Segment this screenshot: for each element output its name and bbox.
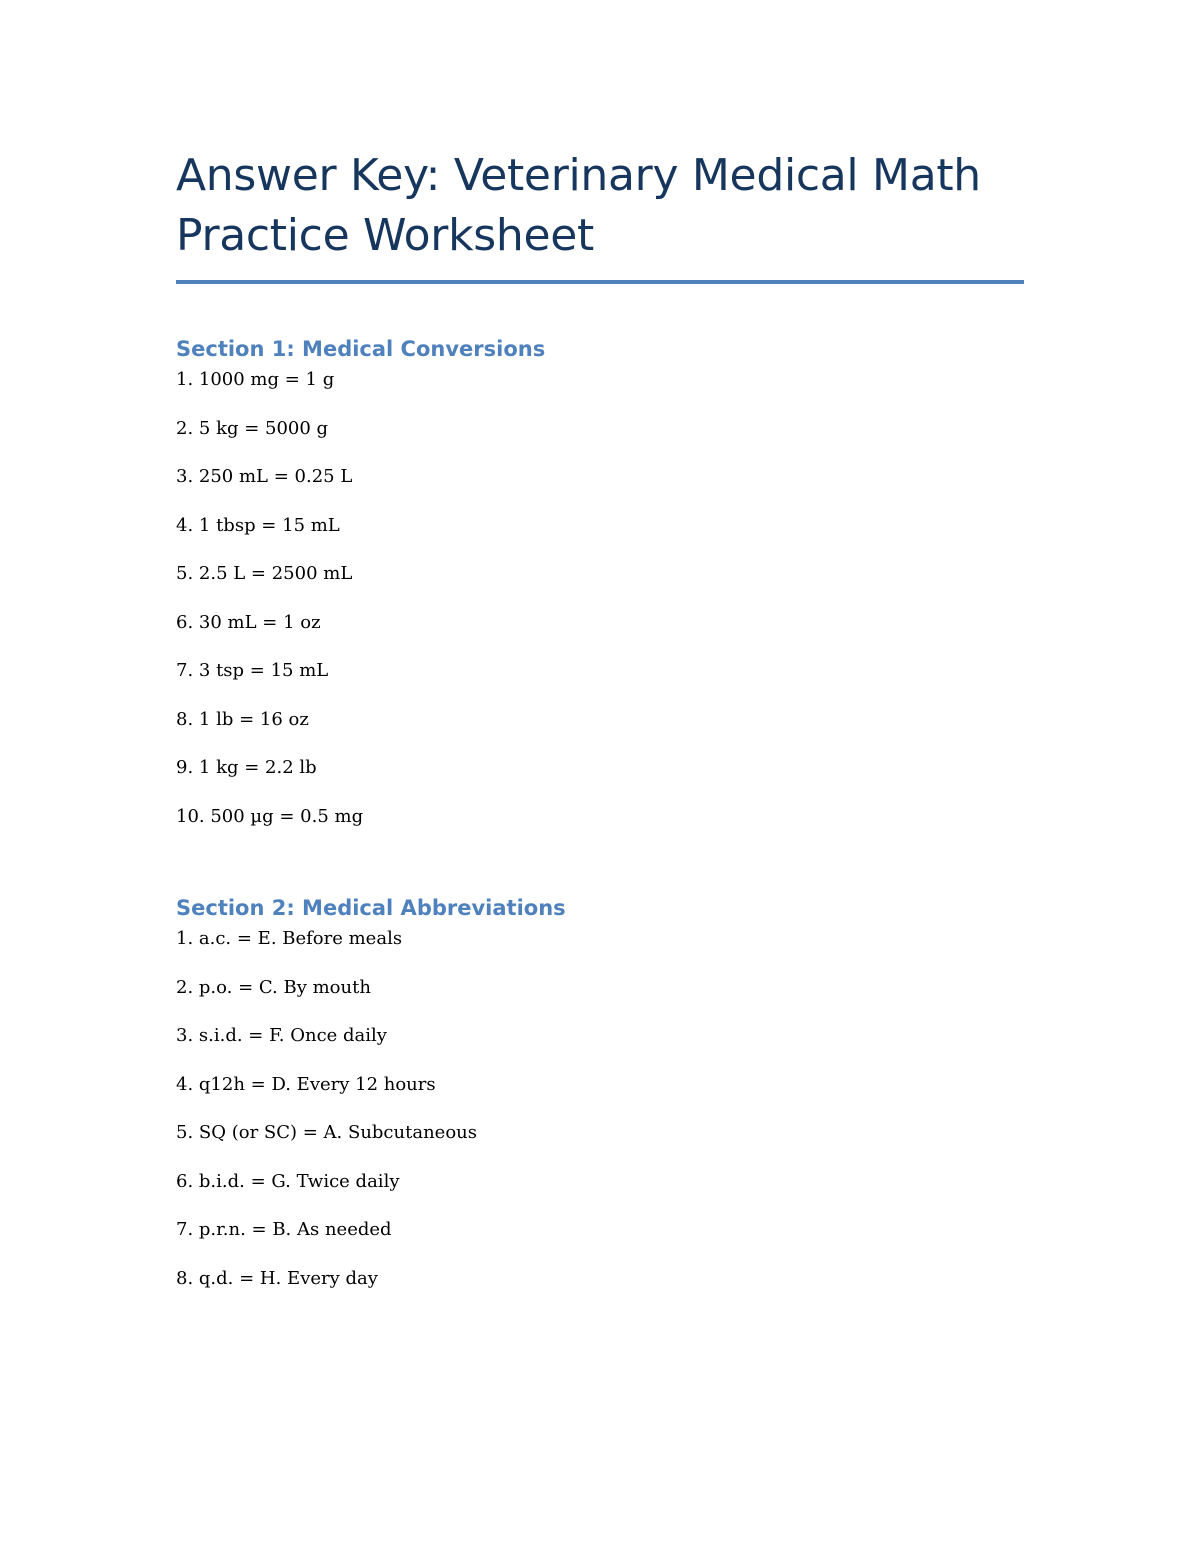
answer-item: 2. 5 kg = 5000 g [176, 417, 329, 439]
answer-item: 3. 250 mL = 0.25 L [176, 466, 353, 487]
answer-item: 8. 1 lb = 16 oz [176, 708, 309, 730]
answer-item: 3. s.i.d. = F. Once daily [176, 1025, 387, 1046]
answer-item: 5. SQ (or SC) = A. Subcutaneous [176, 1122, 477, 1143]
answer-list [176, 923, 1024, 1311]
answer-item: 7. p.r.n. = B. As needed [176, 1219, 392, 1240]
answer-item: 5. 2.5 L = 2500 mL [176, 563, 353, 584]
section-heading: Section 2: Medical Abbreviations [176, 896, 566, 920]
section-medical-abbreviations [176, 893, 1024, 1311]
answer-item: 9. 1 kg = 2.2 lb [176, 757, 317, 778]
answer-item: 6. 30 mL = 1 oz [176, 611, 321, 633]
answer-item: 6. b.i.d. = G. Twice daily [176, 1170, 400, 1192]
answer-item: 1. a.c. = E. Before meals [176, 928, 403, 949]
section-heading: Section 1: Medical Conversions [176, 337, 546, 361]
section-medical-conversions [176, 334, 1024, 849]
answer-item: 4. q12h = D. Every 12 hours [176, 1073, 436, 1095]
document-title: Answer Key: Veterinary Medical Math Practice Worksheet [176, 150, 981, 261]
answer-item: 7. 3 tsp = 15 mL [176, 660, 329, 681]
title-underline-rule [176, 280, 1024, 284]
answer-list [176, 364, 1024, 849]
answer-item: 8. q.d. = H. Every day [176, 1267, 378, 1289]
document-body [176, 146, 1024, 1311]
answer-item: 4. 1 tbsp = 15 mL [176, 514, 340, 536]
answer-item: 10. 500 µg = 0.5 mg [176, 805, 364, 827]
answer-item: 1. 1000 mg = 1 g [176, 369, 335, 390]
answer-item: 2. p.o. = C. By mouth [176, 976, 371, 998]
